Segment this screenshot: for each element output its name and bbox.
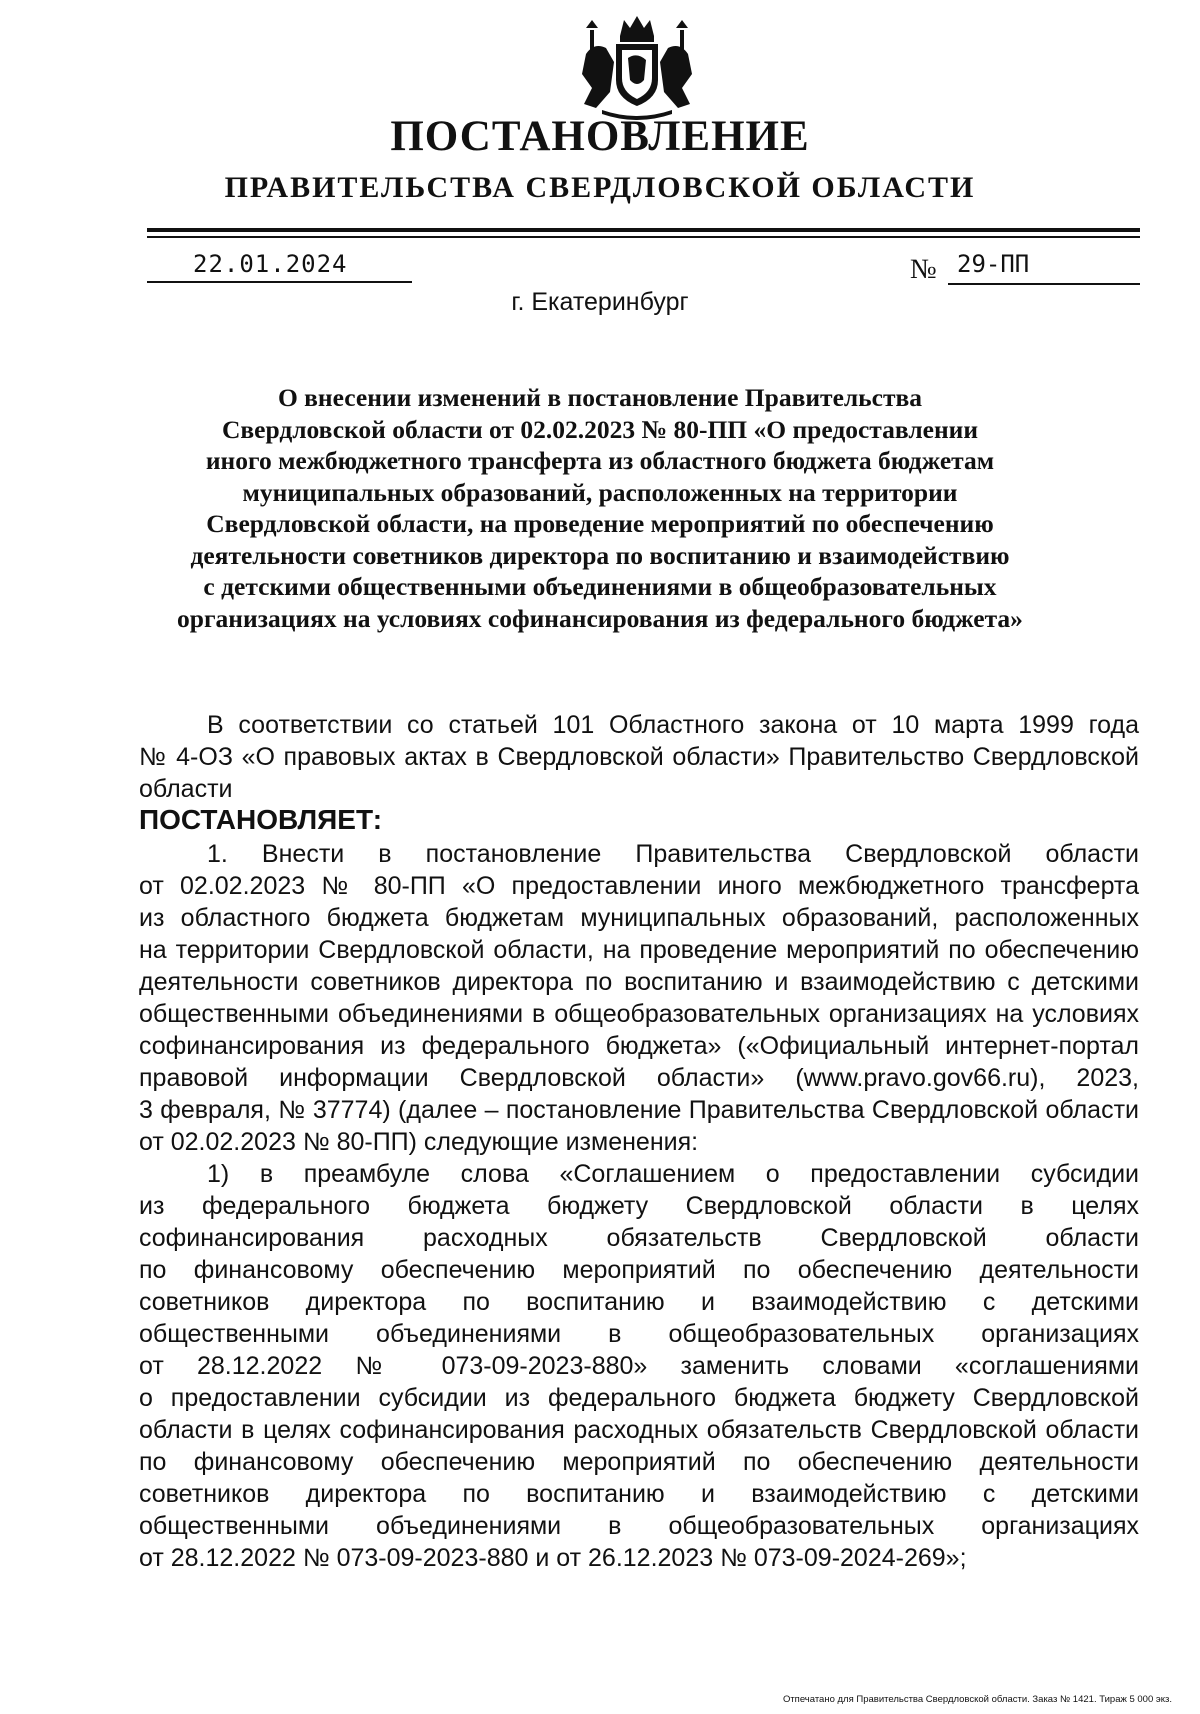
number-underline (948, 283, 1140, 285)
heading-line: с детскими общественными объединениями в общеобразовательных (203, 572, 997, 601)
date-underline (147, 281, 412, 283)
text-line: № 4-ОЗ «О правовых актах в Свердловской области» Правительство Свердловской (139, 743, 1139, 771)
text-line: общественными объединениями в общеобразовательных организациях (139, 1320, 1139, 1348)
item-1-paragraph (139, 838, 1139, 1158)
text-line: советников директора по воспитанию и взаимодействию с детскими (139, 1288, 1139, 1316)
document-subtitle: ПРАВИТЕЛЬСТВА СВЕРДЛОВСКОЙ ОБЛАСТИ (224, 171, 976, 204)
text-line: 1. Внести в постановление Правительства Свердловской области (207, 840, 1139, 868)
heading-line: О внесении изменений в постановление Правительства (277, 383, 923, 412)
text-line: на территории Свердловской области, на проведение мероприятий по обеспечению (139, 936, 1139, 964)
header-divider-thick (147, 228, 1140, 232)
text-line: деятельности советников директора по воспитанию и взаимодействию с детскими (139, 968, 1139, 996)
text-line: общественными объединениями в общеобразовательных организациях на условиях (139, 1000, 1139, 1028)
document-city: г. Екатеринбург (511, 288, 689, 316)
heading-line: муниципальных образований, расположенных на территории (242, 477, 958, 507)
text-line: о предоставлении субсидии из федерального бюджета бюджету Свердловской (139, 1384, 1139, 1412)
heading-line: иного межбюджетного трансферта из областного бюджета бюджетам (205, 446, 995, 475)
number-label: № (910, 254, 937, 285)
text-line: общественными объединениями в общеобразовательных организациях (139, 1512, 1139, 1540)
text-line: софинансирования из федерального бюджета» («Официальный интернет-портал (139, 1032, 1139, 1060)
document-heading (160, 382, 1040, 634)
decree-word: ПОСТАНОВЛЯЕТ: (139, 804, 383, 835)
text-line: от 28.12.2022 № 073-09-2023-880 и от 26.12.2023 № 073-09-2024-269»; (139, 1544, 967, 1572)
text-line: советников директора по воспитанию и взаимодействию с детскими (139, 1480, 1139, 1508)
text-line: области (139, 775, 233, 803)
preamble-paragraph (139, 709, 1139, 805)
header-divider-thin (147, 236, 1140, 238)
text-line: правовой информации Свердловской области» (www.pravo.gov66.ru), 2023, (139, 1064, 1139, 1092)
text-line: В соответствии со статьей 101 Областного закона от 10 марта 1999 года (207, 711, 1139, 739)
text-line: от 02.02.2023 № 80-ПП «О предоставлении иного межбюджетного трансферта (139, 872, 1139, 900)
text-line: по финансовому обеспечению мероприятий по обеспечению деятельности (139, 1448, 1139, 1476)
text-line: из областного бюджета бюджетам муниципальных образований, расположенных (139, 904, 1139, 932)
heading-line: деятельности советников директора по воспитанию и взаимодействию (190, 540, 1010, 570)
text-line: софинансирования расходных обязательств Свердловской области (139, 1224, 1139, 1252)
document-date: 22.01.2024 (193, 250, 348, 278)
coat-of-arms-emblem-icon (572, 14, 702, 122)
heading-line: Свердловской области от 02.02.2023 № 80-ПП «О предоставлении (221, 414, 979, 444)
heading-line: организациях на условиях софинансирования из федерального бюджета» (177, 603, 1023, 633)
text-line: 3 февраля, № 37774) (далее – постановление Правительства Свердловской области (139, 1096, 1139, 1124)
text-line: 1) в преамбуле слова «Соглашением о предоставлении субсидии (207, 1160, 1139, 1188)
text-line: от 28.12.2022 № 073-09-2023-880» заменить словами «соглашениями (139, 1352, 1139, 1380)
subitem-1-paragraph (139, 1158, 1139, 1574)
text-line: от 02.02.2023 № 80-ПП) следующие изменения: (139, 1128, 699, 1156)
document-title: ПОСТАНОВЛЕНИЕ (390, 113, 810, 160)
text-line: из федерального бюджета бюджету Свердловской области в целях (139, 1192, 1139, 1220)
heading-line: Свердловской области, на проведение мероприятий по обеспечению (206, 509, 994, 538)
text-line: по финансовому обеспечению мероприятий по обеспечению деятельности (139, 1256, 1139, 1284)
document-number: 29-ПП (957, 250, 1030, 278)
print-footer: Отпечатано для Правительства Свердловской области. Заказ № 1421. Тираж 5 000 экз. (782, 1694, 1172, 1705)
text-line: области в целях софинансирования расходных обязательств Свердловской области (139, 1416, 1139, 1444)
